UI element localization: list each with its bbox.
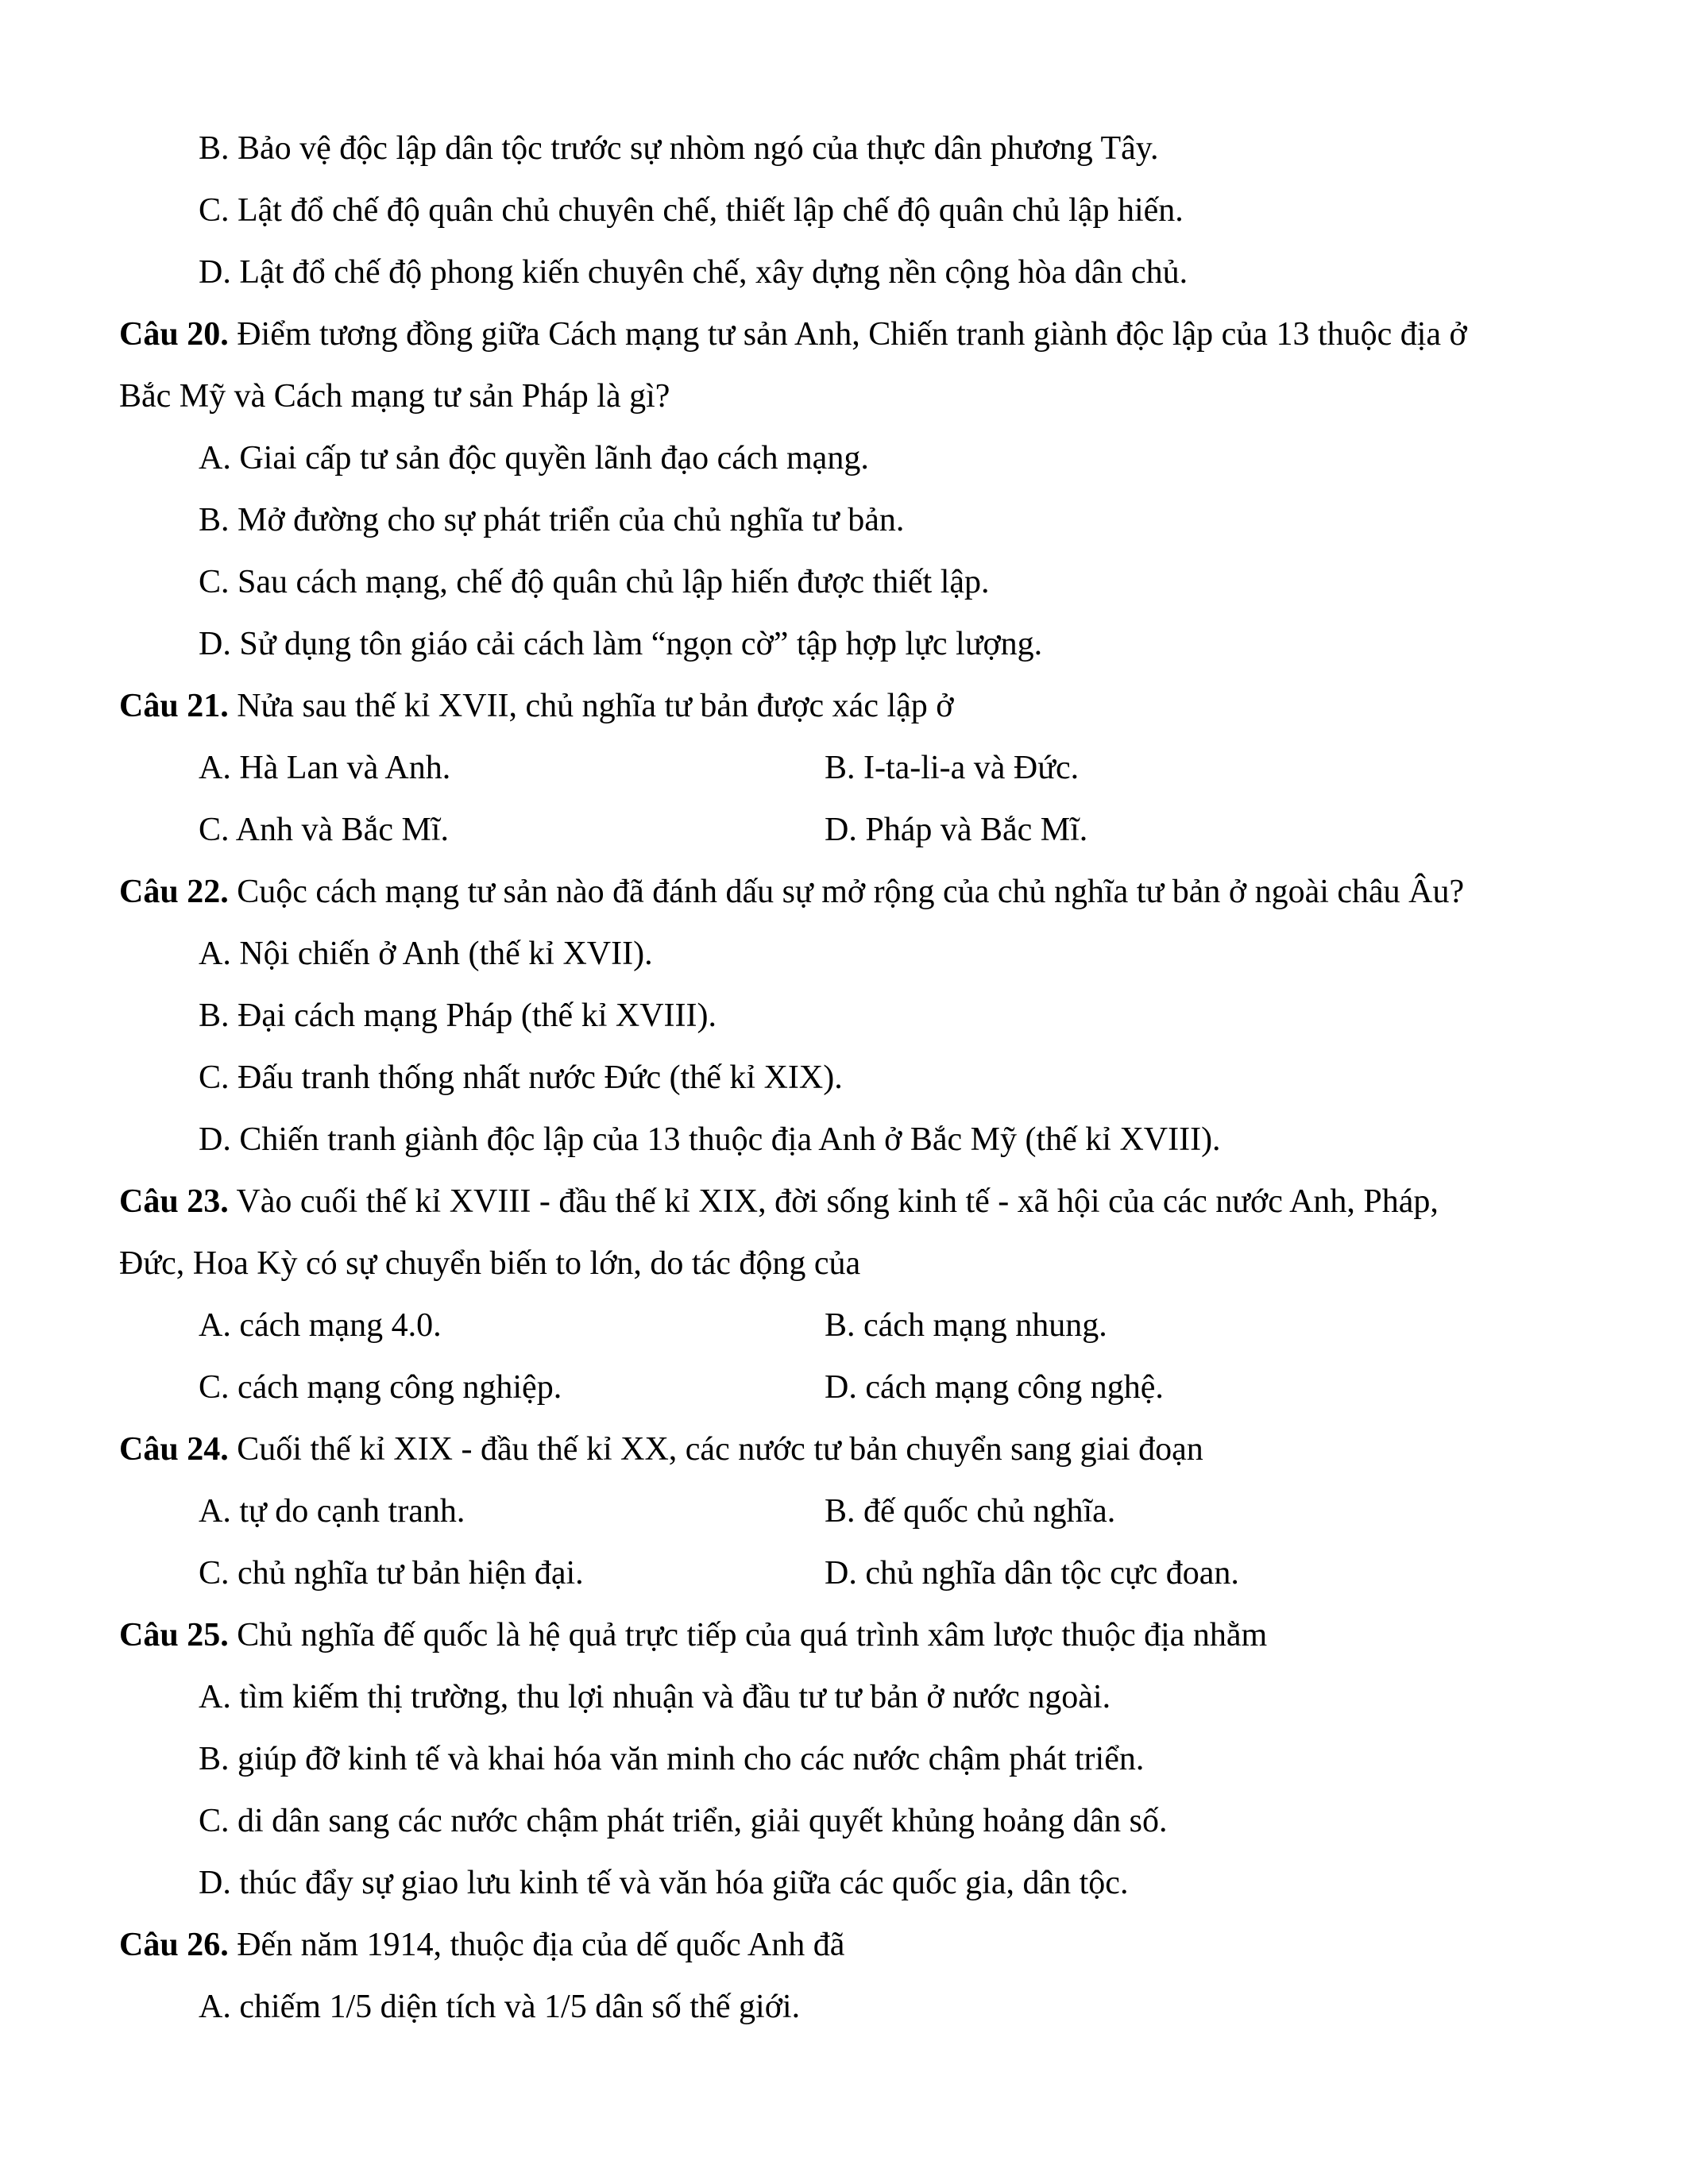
option-d: D. cách mạng công nghệ. (825, 1369, 1164, 1406)
option-row (119, 1356, 1589, 1418)
question-number: Câu 22. (119, 874, 229, 910)
option-a: A. chiếm 1/5 diện tích và 1/5 dân số thế giới. (199, 1989, 801, 2025)
question-text: Nửa sau thế kỉ XVII, chủ nghĩa tư bản được xác lập ở (228, 688, 954, 724)
question-text: Đến năm 1914, thuộc địa của dế quốc Anh đã (228, 1927, 845, 1963)
option-b: B. giúp đỡ kinh tế và khai hóa văn minh cho các nước chậm phát triển. (199, 1741, 1145, 1777)
option-c: C. Anh và Bắc Mĩ. (199, 812, 449, 848)
question-number: Câu 25. (119, 1617, 229, 1653)
option-d: D. Pháp và Bắc Mĩ. (825, 812, 1088, 848)
question-22 (119, 861, 1589, 923)
option-a: A. tìm kiếm thị trường, thu lợi nhuận và đầu tư tư bản ở nước ngoài. (199, 1679, 1111, 1715)
option-a: A. tự do cạnh tranh. (199, 1493, 465, 1530)
question-text-continued: Đức, Hoa Kỳ có sự chuyển biến to lớn, do tác động của (119, 1245, 861, 1282)
option-b: B. Bảo vệ độc lập dân tộc trước sự nhòm ngó của thực dân phương Tây. (199, 130, 1159, 167)
option-a: A. Hà Lan và Anh. (199, 750, 451, 786)
option-b: B. đế quốc chủ nghĩa. (825, 1493, 1116, 1530)
question-21 (119, 675, 1589, 737)
question-number: Câu 21. (119, 688, 229, 724)
question-25 (119, 1604, 1589, 1666)
option-row (119, 737, 1589, 799)
option-d: D. thúc đẩy sự giao lưu kinh tế và văn hóa giữa các quốc gia, dân tộc. (199, 1865, 1129, 1901)
question-number: Câu 26. (119, 1927, 229, 1963)
option-c: C. Đấu tranh thống nhất nước Đức (thế kỉ XIX). (199, 1059, 843, 1096)
question-text: Chủ nghĩa đế quốc là hệ quả trực tiếp của quá trình xâm lược thuộc địa nhằm (228, 1617, 1268, 1653)
option-b: B. I-ta-li-a và Đức. (825, 750, 1080, 786)
question-text: Cuối thế kỉ XIX - đầu thế kỉ XX, các nước tư bản chuyển sang giai đoạn (228, 1431, 1203, 1468)
question-number: Câu 23. (119, 1183, 229, 1220)
question-24 (119, 1418, 1589, 1480)
question-text: Cuộc cách mạng tư sản nào đã đánh dấu sự mở rộng của chủ nghĩa tư bản ở ngoài châu Âu? (228, 874, 1465, 910)
question-23 (119, 1171, 1589, 1233)
option-b: B. Đại cách mạng Pháp (thế kỉ XVIII). (199, 997, 717, 1034)
option-c: C. Lật đổ chế độ quân chủ chuyên chế, thiết lập chế độ quân chủ lập hiến. (199, 192, 1184, 229)
option-row (119, 1480, 1589, 1542)
option-d: D. chủ nghĩa dân tộc cực đoan. (825, 1555, 1239, 1592)
option-b: B. cách mạng nhung. (825, 1307, 1107, 1344)
option-d: D. Sử dụng tôn giáo cải cách làm “ngọn cờ” tập hợp lực lượng. (199, 626, 1043, 662)
option-a: A. Nội chiến ở Anh (thế kỉ XVII). (199, 936, 653, 972)
question-text-continued: Bắc Mỹ và Cách mạng tư sản Pháp là gì? (119, 378, 670, 415)
option-c: C. Sau cách mạng, chế độ quân chủ lập hiến được thiết lập. (199, 564, 990, 600)
option-d: D. Lật đổ chế độ phong kiến chuyên chế, xây dựng nền cộng hòa dân chủ. (199, 254, 1188, 291)
option-d: D. Chiến tranh giành độc lập của 13 thuộc địa Anh ở Bắc Mỹ (thế kỉ XVIII). (199, 1121, 1221, 1158)
option-b: B. Mở đường cho sự phát triển của chủ nghĩa tư bản. (199, 502, 905, 538)
option-row (119, 799, 1589, 861)
question-text: Điểm tương đồng giữa Cách mạng tư sản Anh, Chiến tranh giành độc lập của 13 thuộc địa ở (228, 316, 1467, 353)
option-c: C. chủ nghĩa tư bản hiện đại. (199, 1555, 584, 1592)
question-text: Vào cuối thế kỉ XVIII - đầu thế kỉ XIX, đời sống kinh tế - xã hội của các nước Anh, Pháp, (228, 1183, 1439, 1220)
question-26 (119, 1914, 1589, 1976)
question-20 (119, 303, 1589, 365)
option-c: C. di dân sang các nước chậm phát triển, giải quyết khủng hoảng dân số. (199, 1803, 1168, 1839)
option-a: A. Giai cấp tư sản độc quyền lãnh đạo cách mạng. (199, 440, 869, 477)
option-row (119, 1295, 1589, 1356)
option-row (119, 1542, 1589, 1604)
document-page (119, 118, 1589, 2038)
question-number: Câu 20. (119, 316, 229, 353)
option-a: A. cách mạng 4.0. (199, 1307, 442, 1344)
option-c: C. cách mạng công nghiệp. (199, 1369, 562, 1406)
question-number: Câu 24. (119, 1431, 229, 1468)
